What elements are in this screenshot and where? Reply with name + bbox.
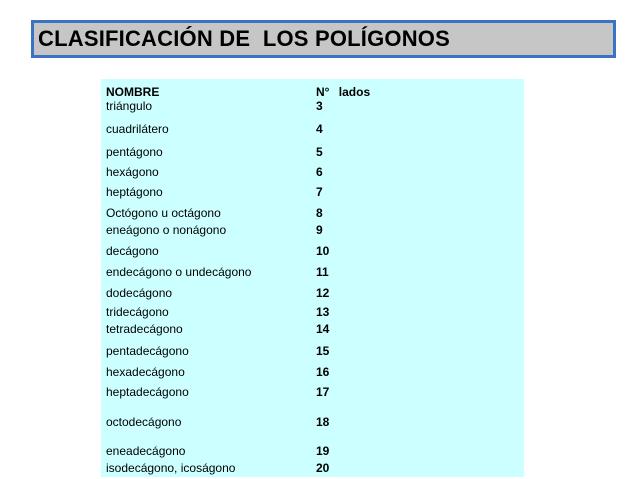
row-sides: 3: [316, 99, 323, 113]
row-name: Octógono u octágono: [106, 206, 221, 220]
row-name: tridecágono: [106, 305, 169, 319]
row-sides: 17: [316, 385, 330, 399]
row-sides: 12: [316, 286, 330, 300]
row-sides: 18: [316, 415, 330, 429]
row-name: heptadecágono: [106, 385, 189, 399]
page-title: CLASIFICACIÓN DE LOS POLÍGONOS: [38, 26, 450, 51]
row-sides: 11: [316, 265, 329, 279]
row-name: octodecágono: [106, 415, 182, 429]
row-name: endecágono o undecágono: [106, 265, 252, 279]
row-name: eneágono o nonágono: [106, 223, 227, 237]
row-name: decágono: [106, 244, 159, 258]
row-sides: 9: [316, 223, 323, 237]
polygon-table: [101, 79, 524, 477]
row-name: hexadecágono: [106, 365, 185, 379]
row-sides: 8: [316, 206, 323, 220]
row-name: hexágono: [106, 165, 159, 179]
header-sides: N° lados: [316, 85, 371, 99]
row-name: cuadrilátero: [106, 122, 169, 136]
row-sides: 20: [316, 461, 330, 475]
row-sides: 19: [316, 444, 330, 458]
row-name: triángulo: [106, 99, 153, 113]
row-name: eneadecágono: [106, 444, 186, 458]
row-sides: 15: [316, 344, 330, 358]
row-name: isodecágono, icoságono: [106, 461, 236, 475]
row-sides: 10: [316, 244, 330, 258]
title-banner: [31, 20, 616, 58]
header-name: NOMBRE: [106, 85, 160, 99]
row-sides: 7: [316, 185, 323, 199]
row-name: heptágono: [106, 185, 163, 199]
row-sides: 4: [316, 122, 323, 136]
row-name: tetradecágono: [106, 322, 183, 336]
row-name: pentadecágono: [106, 344, 189, 358]
row-sides: 16: [316, 365, 330, 379]
row-sides: 13: [316, 305, 330, 319]
row-sides: 5: [316, 145, 323, 159]
row-sides: 6: [316, 165, 323, 179]
row-name: pentágono: [106, 145, 163, 159]
row-name: dodecágono: [106, 286, 173, 300]
row-sides: 14: [316, 322, 330, 336]
